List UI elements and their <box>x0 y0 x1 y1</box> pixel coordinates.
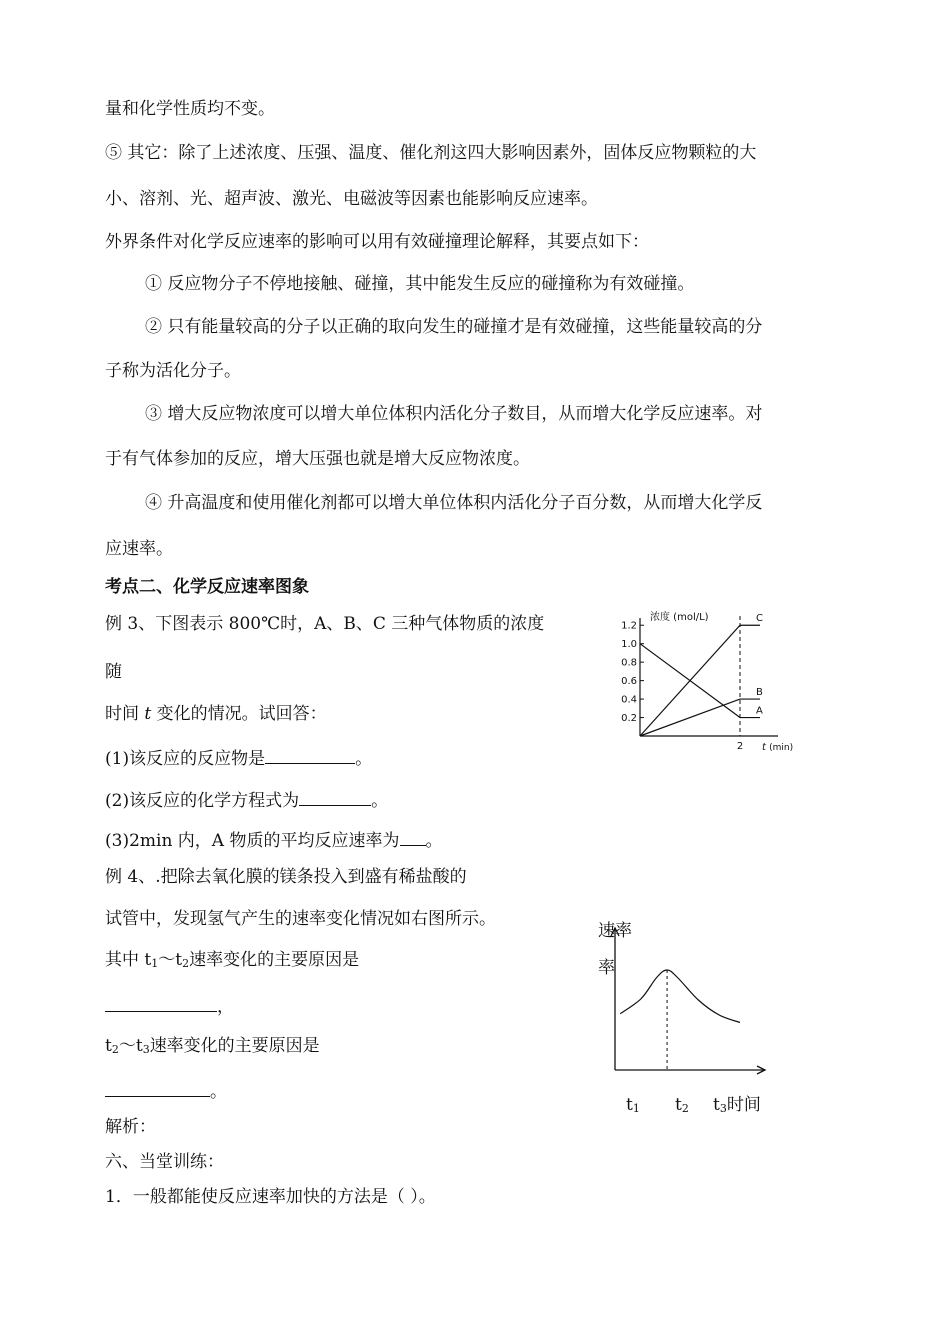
answer-blank[interactable] <box>299 787 371 806</box>
x-axis-unit: (min) <box>769 743 794 753</box>
subscript: 2 <box>182 957 190 970</box>
section-heading: 考点二、化学反应速率图象 <box>105 577 309 597</box>
paragraph-line: 应速率。 <box>105 539 173 559</box>
x-tick-label: $t_3$时间 <box>713 1095 761 1115</box>
text-span: t <box>105 1036 112 1056</box>
paragraph-line: ① 反应物分子不停地接触、碰撞，其中能发生反应的碰撞称为有效碰撞。 <box>145 274 695 294</box>
question-3 <box>105 827 443 853</box>
paragraph-line: ④ 升高温度和使用催化剂都可以增大单位体积内活化分子百分数，从而增大化学反 <box>145 493 763 513</box>
rate-chart <box>595 925 770 1075</box>
x-tick-label: $t_2$ <box>675 1095 689 1115</box>
example3-line: 例 3、下图表示 800℃时，A、B、C 三种气体物质的浓度 <box>105 614 545 634</box>
x-axis-label <box>762 742 793 753</box>
example3-line <box>105 702 327 726</box>
series-line-C <box>640 625 760 736</box>
paragraph-line: 量和化学性质均不变。 <box>105 99 275 119</box>
y-tick-label: 0.6 <box>621 676 637 688</box>
example4-line: 试管中，发现氢气产生的速率变化情况如右图所示。 <box>105 909 496 929</box>
question-1 <box>105 745 372 771</box>
example4-line: 例 4、.把除去氧化膜的镁条投入到盛有稀盐酸的 <box>105 867 467 887</box>
series-line-A <box>640 644 760 718</box>
punct: 。 <box>355 749 373 769</box>
y-tick-label: 0.2 <box>621 713 637 725</box>
question-2 <box>105 787 388 813</box>
punct: 。 <box>425 831 443 851</box>
paragraph-line: ② 只有能量较高的分子以正确的取向发生的碰撞才是有效碰撞，这些能量较高的分 <box>145 317 763 337</box>
subscript: 3 <box>142 1043 150 1056</box>
answer-line-1 <box>105 993 234 1019</box>
example3-line: 随 <box>105 662 122 682</box>
answer-blank[interactable] <box>400 827 426 846</box>
answer-blank[interactable] <box>105 1078 210 1097</box>
series-label: C <box>756 613 763 625</box>
punct: 。 <box>210 1082 227 1102</box>
text-span: 速率变化的主要原因是 <box>149 1036 320 1056</box>
y-tick-label: 1.2 <box>621 620 637 632</box>
text-span: 速率变化的主要原因是 <box>189 950 360 970</box>
x-tick-label: $t_1$ <box>626 1095 640 1115</box>
subscript: 3 <box>719 1102 727 1115</box>
rate-curve <box>620 970 740 1023</box>
paragraph-line: 子称为活化分子。 <box>105 361 241 381</box>
question-text: (1)该反应的反应物是 <box>105 749 266 769</box>
rate-axis-label: 速率 <box>598 921 632 941</box>
concentration-chart <box>610 606 810 756</box>
paragraph-line: ⑤ 其它：除了上述浓度、压强、温度、催化剂这四大影响因素外，固体反应物颗粒的大 <box>105 143 757 163</box>
question-text: (2)该反应的化学方程式为 <box>105 791 300 811</box>
answer-line-2 <box>105 1078 227 1104</box>
x-tick-label: 2 <box>736 741 744 752</box>
paragraph-line: 小、溶剂、光、超声波、激光、电磁波等因素也能影响反应速率。 <box>105 189 598 209</box>
y-axis-label: 浓度 (mol/L) <box>650 612 709 623</box>
y-tick-label: 0.4 <box>621 694 637 706</box>
paragraph-line: 外界条件对化学反应速率的影响可以用有效碰撞理论解释，其要点如下： <box>105 232 649 252</box>
subscript: 2 <box>681 1102 689 1115</box>
y-tick-label: 1.0 <box>621 639 637 651</box>
paragraph-line: ③ 增大反应物浓度可以增大单位体积内活化分子数目，从而增大化学反应速率。对 <box>145 404 763 424</box>
analysis-label: 解析： <box>105 1117 156 1137</box>
series-label: B <box>756 687 763 699</box>
answer-blank[interactable] <box>265 745 355 764</box>
subscript: 1 <box>632 1102 640 1115</box>
text-span: ～t <box>158 950 183 970</box>
series-label: A <box>756 705 763 717</box>
text-span: ～t <box>118 1036 143 1056</box>
question-item: 1．一般都能使反应速率加快的方法是（ ）。 <box>105 1187 436 1207</box>
subscript: 1 <box>151 957 159 970</box>
example4-line <box>105 1034 320 1062</box>
example4-line <box>105 948 359 976</box>
variable-t: t <box>144 704 152 724</box>
answer-blank[interactable] <box>105 993 217 1012</box>
paragraph-line: 于有气体参加的反应，增大压强也就是增大反应物浓度。 <box>105 449 530 469</box>
question-text: (3)2min 内，A 物质的平均反应速率为 <box>105 831 400 851</box>
text-span: 其中 t <box>105 950 152 970</box>
subscript: 2 <box>111 1043 119 1056</box>
punct: 。 <box>371 791 389 811</box>
rate-axis-label-extra: 率 <box>598 958 615 978</box>
x-axis-variable: t <box>762 742 770 753</box>
y-tick-label: 0.8 <box>621 657 637 669</box>
text-span: 时间 <box>105 704 145 724</box>
punct: ， <box>217 997 234 1017</box>
section-six: 六、当堂训练： <box>105 1152 224 1172</box>
x-axis-label: 时间 <box>726 1095 761 1115</box>
text-span: 变化的情况。试回答： <box>151 704 327 724</box>
